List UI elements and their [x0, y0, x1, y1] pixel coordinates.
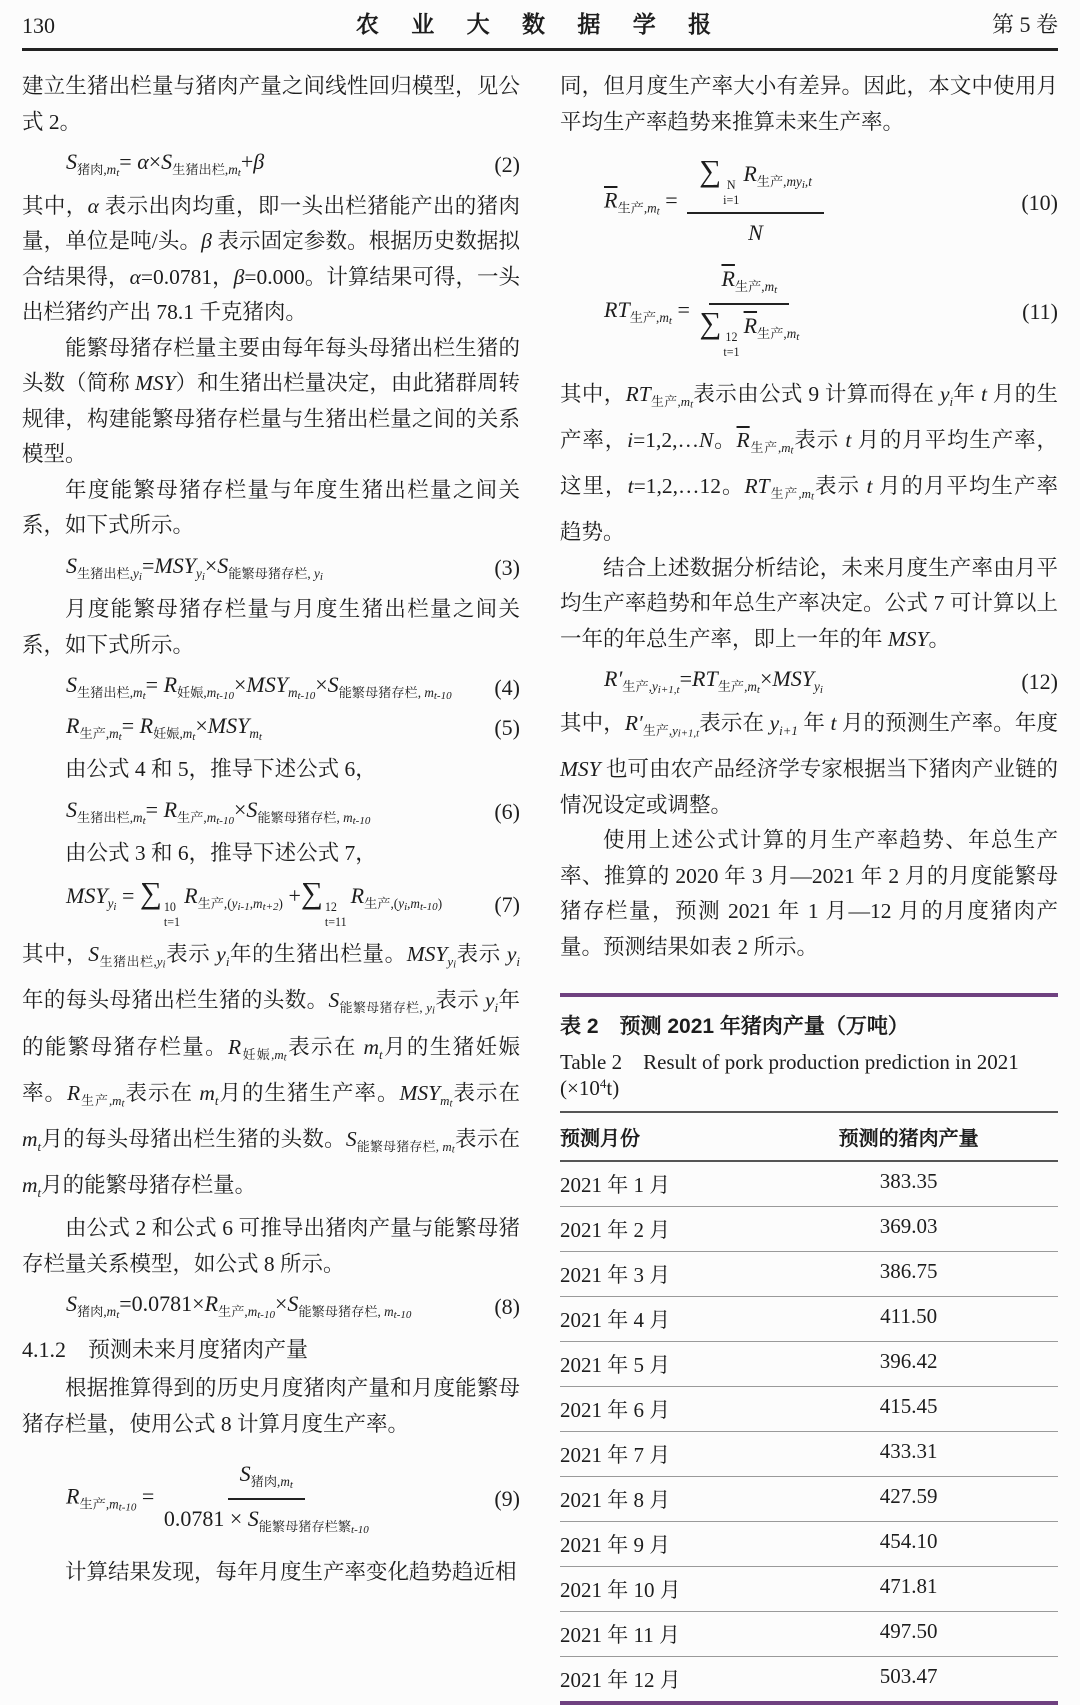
- paragraph-rt-explanation: 其中，$RT_{生产,mt}$表示由公式 9 计算而得在 $y_i$年 t 月的生产率，i=1,2,…N。$\overline{R}_{生产,mt}$表示 t 月的月平均生产率，这里，t=1,2,…12。$RT_{生产,mt}$表示 t 月的月平均生产率趋势。: [560, 382, 1058, 545]
- equation-4-number: (4): [494, 674, 520, 700]
- equation-5-expression: $R_{生产,mt}= R_{妊娠,mt}\times MSY_{mt}$: [66, 712, 262, 743]
- equation-7-expression: $MSY_{yi}$ = ∑ 10 t=1 $R_{生产,(yi-1,mt+2)}$ +∑ 12 t=11 $R_{生产,(yi,mt-10)}$: [66, 875, 443, 929]
- cell-month: 2021 年 5 月: [560, 1353, 671, 1378]
- cell-month: 2021 年 3 月: [560, 1263, 671, 1288]
- equation-9: [22, 1460, 520, 1537]
- page-number: 130: [22, 13, 55, 38]
- cell-month: 2021 年 7 月: [560, 1443, 671, 1468]
- cell-value: 411.50: [880, 1304, 938, 1329]
- equation-12: [560, 665, 1058, 698]
- table-header-month: 预测月份: [560, 1128, 640, 1151]
- cell-month: 2021 年 4 月: [560, 1308, 671, 1333]
- equation-9-number: (9): [494, 1485, 520, 1511]
- table-row: [560, 1522, 1058, 1567]
- table-row: [560, 1162, 1058, 1207]
- cell-month: 2021 年 2 月: [560, 1218, 671, 1243]
- equation-11-expression: $RT_{生产,mt}$ = $\overline{R}_{生产,mt}$ ∑ 12 t=1 $\overline{R}_{生产,mt}$: [604, 265, 800, 359]
- volume-label: 第 5 卷: [991, 12, 1058, 37]
- cell-value: 369.03: [879, 1214, 938, 1239]
- journal-title: 农 业 大 数 据 学 报: [355, 11, 725, 37]
- table-row: [560, 1567, 1058, 1612]
- cell-month: 2021 年 12 月: [560, 1668, 681, 1693]
- cell-value: 386.75: [879, 1259, 938, 1284]
- equation-2: [22, 148, 520, 181]
- table-row: [560, 1297, 1058, 1342]
- equation-2-expression: $S_{猪肉,mt}= \alpha\times S_{生猪出栏,mt}+\beta$: [66, 149, 265, 179]
- equation-7-number: (7): [494, 891, 520, 917]
- body-columns: [22, 69, 1058, 1705]
- equation-10-number: (10): [1021, 189, 1058, 215]
- equation-8-expression: $S_{猪肉,mt}=0.0781\times R_{生产,mt-10}\times S_{能繁母猪存栏,}$ $_{mt-10}$: [66, 1291, 412, 1322]
- table-row: [560, 1252, 1058, 1297]
- running-head: [22, 6, 1058, 51]
- paragraph-derive-eq6: 由公式 4 和 5，推导下述公式 6，: [65, 757, 377, 782]
- cell-value: 415.45: [879, 1394, 938, 1419]
- table-row: [560, 1387, 1058, 1432]
- equation-7: [22, 875, 520, 929]
- cell-value: 396.42: [879, 1349, 938, 1374]
- table-header-value: 预测的猪肉产量: [838, 1128, 979, 1151]
- paragraph-intro-eq2: 建立生猪出栏量与猪肉产量之间线性回归模型，见公式 2。: [22, 74, 520, 134]
- left-column: [22, 69, 520, 1705]
- table-row: [560, 1432, 1058, 1477]
- equation-8: [22, 1290, 520, 1323]
- paragraph-use-eq8: 根据推算得到的历史月度猪肉产量和月度能繁母猪存栏量，使用公式 8 计算月度生产率。: [22, 1376, 520, 1436]
- cell-month: 2021 年 9 月: [560, 1533, 671, 1558]
- equation-5: [22, 712, 520, 745]
- equation-2-number: (2): [494, 151, 520, 177]
- equation-5-number: (5): [494, 715, 520, 741]
- equation-6-number: (6): [494, 799, 520, 825]
- table-2: [560, 993, 1058, 1705]
- cell-value: 383.35: [879, 1169, 938, 1194]
- paragraph-trend-continuation: 同，但月度生产率大小有差异。因此，本文中使用月平均生产率趋势来推算未来生产率。: [560, 74, 1058, 134]
- paragraph-monthly-relation: 月度能繁母猪存栏量与月度生猪出栏量之间关系，如下式所示。: [22, 597, 520, 657]
- paragraph-annual-relation: 年度能繁母猪存栏量与年度生猪出栏量之间关系，如下式所示。: [22, 477, 520, 538]
- section-heading-412: 4.1.2 预测未来月度猪肉产量: [22, 1337, 309, 1363]
- cell-month: 2021 年 6 月: [560, 1398, 671, 1423]
- paragraph-msy-definition: 能繁母猪存栏量主要由每年每头母猪出栏生猪的头数（简称 MSY）和生猪出栏量决定，由此猪群周转规律，构建能繁母猪存栏量与生猪出栏量之间的关系模型。: [22, 335, 520, 467]
- equation-12-expression: $R'_{生产,yi+1,t}=RT_{生产,mt}\times MSY_{yi}$: [604, 666, 823, 697]
- table-bottom-rule: [560, 1701, 1058, 1705]
- cell-month: 2021 年 1 月: [560, 1173, 671, 1198]
- table-caption-zh: 表 2 预测 2021 年猪肉产量（万吨）: [560, 1015, 909, 1039]
- paragraph-symbol-explanation: 其中，$S_{生猪出栏,yi}$表示 $y_i$年的生猪出栏量。$MSY_{yi}$表示 $y_i$年的每头母猪出栏生猪的头数。$S_{能繁母猪存栏,}$ $_{yi}$表示 $y_i$年的能繁母猪存栏量。$R_{妊娠,mt}$表示在 $m_t$月的生猪妊娠率。$R_{生产,mt}$表示在 $m_t$月的生猪生产率。$MSY_{mt}$表示在 $m_t$月的每头母猪出栏生猪的头数。$S_{能繁母猪存栏,}$ $_{mt}$表示在 $m_t$月的能繁母猪存栏量。: [22, 942, 520, 1200]
- equation-12-number: (12): [1021, 669, 1058, 694]
- table-row: [560, 1207, 1058, 1252]
- paragraph-prediction-setup: 使用上述公式计算的月生产率趋势、年总生产率、推算的 2020 年 3 月—2021 年 2 月的月度能繁母猪存栏量，预测 2021 年 1 月—12 月的月度猪肉产量。预测结果如表 2 所示。: [560, 828, 1058, 959]
- table-row: [560, 1342, 1058, 1387]
- cell-value: 427.59: [879, 1484, 938, 1509]
- table-caption-en: Table 2 Result of pork production prediction in 2021 $(\times 10^4t)$: [560, 1050, 1019, 1101]
- equation-4-expression: $S_{生猪出栏,mt}= R_{妊娠,mt-10}\times MSY_{mt-10}\times S_{能繁母猪存栏,}$ $_{mt-10}$: [66, 672, 452, 702]
- equation-11-number: (11): [1022, 299, 1058, 325]
- equation-8-number: (8): [494, 1293, 520, 1319]
- paragraph-r-prime-explanation: 其中，$R'_{生产,yi+1,t}$表示在 $y_{i+1}$ 年 t 月的预测生产率。年度 MSY 也可由农产品经济学专家根据当下猪肉产业链的情况设定或调整。: [560, 711, 1058, 817]
- table-top-rule: [560, 993, 1058, 997]
- equation-10-expression: $\overline{R}_{生产,mt}$ = ∑ N i=1 $R_{生产,myi,t}$ N: [604, 158, 1011, 247]
- cell-value: 471.81: [879, 1574, 938, 1599]
- cell-value: 497.50: [879, 1619, 938, 1644]
- equation-3-expression: $S_{生猪出栏,yi}=MSY_{yi}\times S_{能繁母猪存栏,}$ $_{yi}$: [66, 552, 323, 583]
- equation-3: [22, 552, 520, 585]
- paragraph-combine-analysis: 结合上述数据分析结论，未来月度生产率由月平均生产率趋势和年总生产率决定。公式 7 可计算以上一年的年总生产率，即上一年的年 MSY。: [560, 555, 1058, 651]
- table-row: [560, 1612, 1058, 1657]
- cell-month: 2021 年 10 月: [560, 1578, 681, 1603]
- paragraph-derive-eq8: 由公式 2 和公式 6 可推导出猪肉产量与能繁母猪存栏量关系模型，如公式 8 所示。: [22, 1216, 520, 1276]
- equation-4: [22, 671, 520, 704]
- cell-value: 454.10: [879, 1529, 938, 1554]
- table-row: [560, 1657, 1058, 1701]
- equation-10: [560, 154, 1058, 247]
- cell-value: 433.31: [879, 1439, 938, 1464]
- table-row: [560, 1477, 1058, 1522]
- right-column: [560, 69, 1058, 1705]
- cell-month: 2021 年 11 月: [560, 1623, 680, 1648]
- table-header-row: [560, 1111, 1058, 1162]
- paragraph-derive-eq7: 由公式 3 和 6，推导下述公式 7，: [65, 841, 377, 866]
- equation-6: [22, 796, 520, 829]
- equation-6-expression: $S_{生猪出栏,mt}= R_{生产,mt-10}\times S_{能繁母猪存栏,}$ $_{mt-10}$: [66, 796, 371, 827]
- paragraph-result-trend: 计算结果发现，每年月度生产率变化趋势趋近相: [65, 1560, 517, 1585]
- cell-month: 2021 年 8 月: [560, 1488, 671, 1513]
- equation-3-number: (3): [494, 555, 520, 581]
- cell-value: 503.47: [879, 1664, 938, 1689]
- equation-11: [560, 265, 1058, 359]
- equation-9-expression: $R_{生产,mt-10}$ = $\frac{S_{猪肉,mt}}{0.0781 \times S_{能繁母猪存栏繁t-10}}$: [66, 1461, 369, 1536]
- paragraph-alpha-beta: 其中，α 表示出肉均重，即一头出栏猪能产出的猪肉量，单位是吨/头。β 表示固定参数。根据历史数据拟合结果得，α=0.0781，β=0.000。计算结果可得，一头出栏猪约产出 78.1 千克猪肉。: [22, 193, 520, 325]
